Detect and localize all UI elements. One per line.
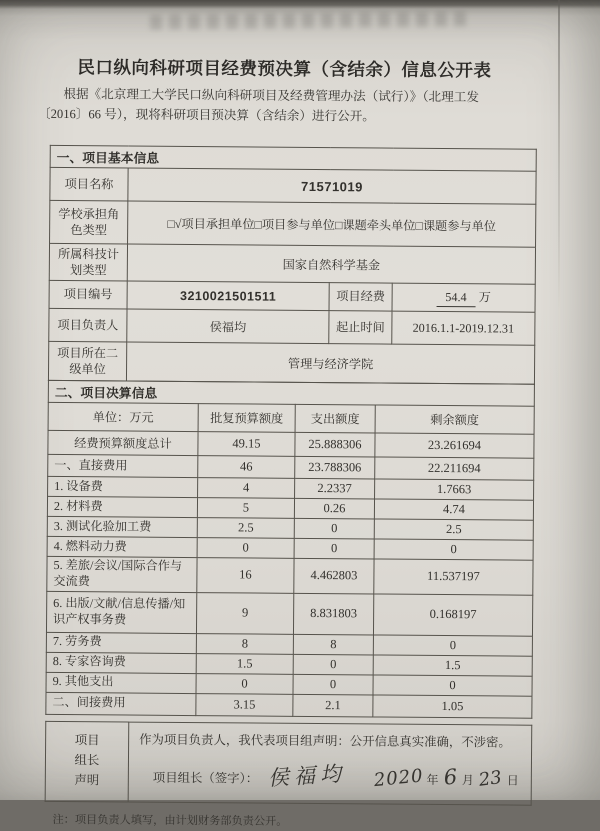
- settlement-columns-row: [48, 402, 534, 434]
- approved-amount: 0: [197, 538, 294, 559]
- section1-title: 一、项目基本信息: [50, 145, 536, 171]
- signature-label: 项目组长（签字）：: [152, 770, 259, 786]
- basic-info-table: [48, 145, 537, 385]
- remaining-amount: 0.168197: [373, 594, 532, 636]
- declaration-side-label: [45, 721, 129, 802]
- remaining-amount: 4.74: [374, 499, 533, 520]
- settlement-row-travel: [47, 556, 533, 595]
- duration-label: 起止时间: [329, 311, 392, 344]
- project-name-value: 71571019: [128, 168, 536, 204]
- spent-amount: 0: [293, 654, 373, 675]
- settlement-row-publication: [46, 591, 532, 636]
- approved-amount: 16: [197, 558, 294, 593]
- approved-amount: 1.5: [196, 653, 293, 674]
- project-no-value: 3210021501511: [127, 281, 329, 311]
- expense-label: 6. 出版/文献/信息传播/知识产权事务费: [46, 591, 196, 633]
- leader-duration-row: [49, 308, 535, 345]
- approved-amount: 4: [198, 478, 295, 499]
- approved-amount: 49.15: [198, 432, 295, 457]
- column-remaining: 剩余额度: [375, 405, 534, 434]
- expense-label: 7. 劳务费: [46, 632, 196, 653]
- expense-label: 3. 测试化验加工费: [47, 516, 197, 537]
- expense-label: 8. 专家咨询费: [46, 652, 196, 673]
- remaining-amount: 0: [373, 675, 532, 696]
- leader-value: 侯福均: [127, 309, 329, 344]
- remaining-amount: 23.261694: [375, 433, 534, 458]
- program-type-label: 所属科技计划类型: [49, 243, 127, 281]
- date-year-suffix: 年: [426, 772, 439, 787]
- remaining-amount: 0: [374, 539, 533, 560]
- funding-unit: 万: [478, 290, 491, 305]
- spent-amount: 8: [293, 634, 373, 655]
- page-title: 民口纵向科研项目经费预决算（含结余）信息公开表: [77, 57, 492, 81]
- handwritten-date: [374, 764, 519, 789]
- role-type-label: 学校承担角色类型: [50, 200, 128, 244]
- project-no-funding-row: [49, 280, 535, 312]
- department-row: [48, 341, 534, 384]
- declaration-row: [45, 721, 532, 805]
- spent-amount: 0: [294, 518, 374, 539]
- program-type-row: [49, 243, 535, 284]
- spent-amount: 2.1: [293, 694, 373, 717]
- approved-amount: 8: [196, 633, 293, 654]
- spent-amount: 0: [294, 538, 374, 559]
- spent-amount: 25.888306: [295, 432, 375, 457]
- intro-paragraph: 根据《北京理工大学民口纵向科研项目及经费管理办法（试行）》（北理工发〔2016〕66 号），现将科研项目预决算（含结余）进行公开。: [37, 87, 480, 123]
- program-type-value: 国家自然科学基金: [127, 244, 535, 284]
- column-unit: 单位：万元: [48, 402, 198, 431]
- expense-label: 一、直接费用: [48, 454, 198, 477]
- approved-amount: 9: [196, 592, 293, 634]
- project-name-label: 项目名称: [50, 167, 128, 201]
- section2-title: 二、项目决算信息: [48, 380, 534, 406]
- remaining-amount: 2.5: [374, 519, 533, 540]
- funding-amount: 54.4: [436, 290, 475, 307]
- role-type-checkboxes: □√项目承担单位□项目参与单位□课题牵头单位□课题参与单位: [128, 201, 536, 247]
- settlement-row-indirect: [46, 692, 532, 718]
- form-body: [44, 145, 535, 831]
- handwritten-signature: 侯福均: [267, 761, 347, 791]
- approved-amount: 3.15: [196, 693, 293, 716]
- department-value: 管理与经济学院: [126, 342, 534, 384]
- department-label: 项目所在二级单位: [48, 341, 126, 381]
- expense-label: 5. 差旅/会议/国际合作与交流费: [47, 556, 197, 592]
- approved-amount: 5: [197, 498, 294, 519]
- duration-value: 2016.1.1-2019.12.31: [392, 311, 535, 345]
- spent-amount: 2.2337: [295, 478, 375, 499]
- declaration-statement: 作为项目负责人，我代表项目组声明：公开信息真实准确，不涉密。: [139, 732, 511, 750]
- date-month-suffix: 月: [461, 772, 474, 787]
- project-no-label: 项目编号: [49, 280, 127, 309]
- leader-label: 项目负责人: [49, 308, 127, 342]
- spent-amount: 4.462803: [294, 558, 374, 593]
- remaining-amount: 1.05: [373, 695, 532, 718]
- expense-label: 9. 其他支出: [46, 672, 196, 693]
- date-year: 2020: [372, 765, 425, 791]
- date-month: 6: [442, 764, 458, 790]
- declaration-content: [128, 722, 532, 805]
- remaining-amount: 1.5: [373, 655, 532, 676]
- remaining-amount: 11.537197: [374, 559, 533, 595]
- footnote: 注：项目负责人填写，由计划财务部负责公开。: [52, 813, 288, 828]
- role-type-row: [50, 200, 536, 247]
- remaining-amount: 22.211694: [375, 457, 534, 480]
- approved-amount: 46: [198, 456, 295, 479]
- settlement-table: [45, 380, 535, 719]
- remaining-amount: 1.7663: [375, 479, 534, 500]
- approved-amount: 0: [196, 673, 293, 694]
- column-approved: 批复预算额度: [198, 404, 295, 433]
- remaining-amount: 0: [373, 635, 532, 656]
- underlying-sheet-edge: [558, 0, 560, 310]
- spent-amount: 23.788306: [295, 456, 375, 479]
- spent-amount: 0.26: [294, 498, 374, 519]
- date-day: 23: [477, 766, 504, 791]
- funding-value: [392, 283, 535, 312]
- project-name-row: [50, 167, 536, 204]
- expense-label: 4. 燃料动力费: [47, 536, 197, 557]
- spent-amount: 8.831803: [293, 593, 373, 635]
- spent-amount: 0: [293, 674, 373, 695]
- expense-label: 1. 设备费: [48, 476, 198, 497]
- expense-label: 2. 材料费: [47, 496, 197, 517]
- expense-label: 二、间接费用: [46, 692, 196, 715]
- declaration-table: [45, 721, 533, 806]
- column-spent: 支出额度: [295, 404, 375, 433]
- funding-label: 项目经费: [329, 283, 392, 311]
- declaration-side-label-text: 项目组长声明: [74, 733, 100, 788]
- expense-label: 经费预算额度总计: [48, 430, 198, 455]
- approved-amount: 2.5: [197, 518, 294, 539]
- date-day-suffix: 日: [506, 773, 519, 788]
- signature-row: [139, 758, 523, 791]
